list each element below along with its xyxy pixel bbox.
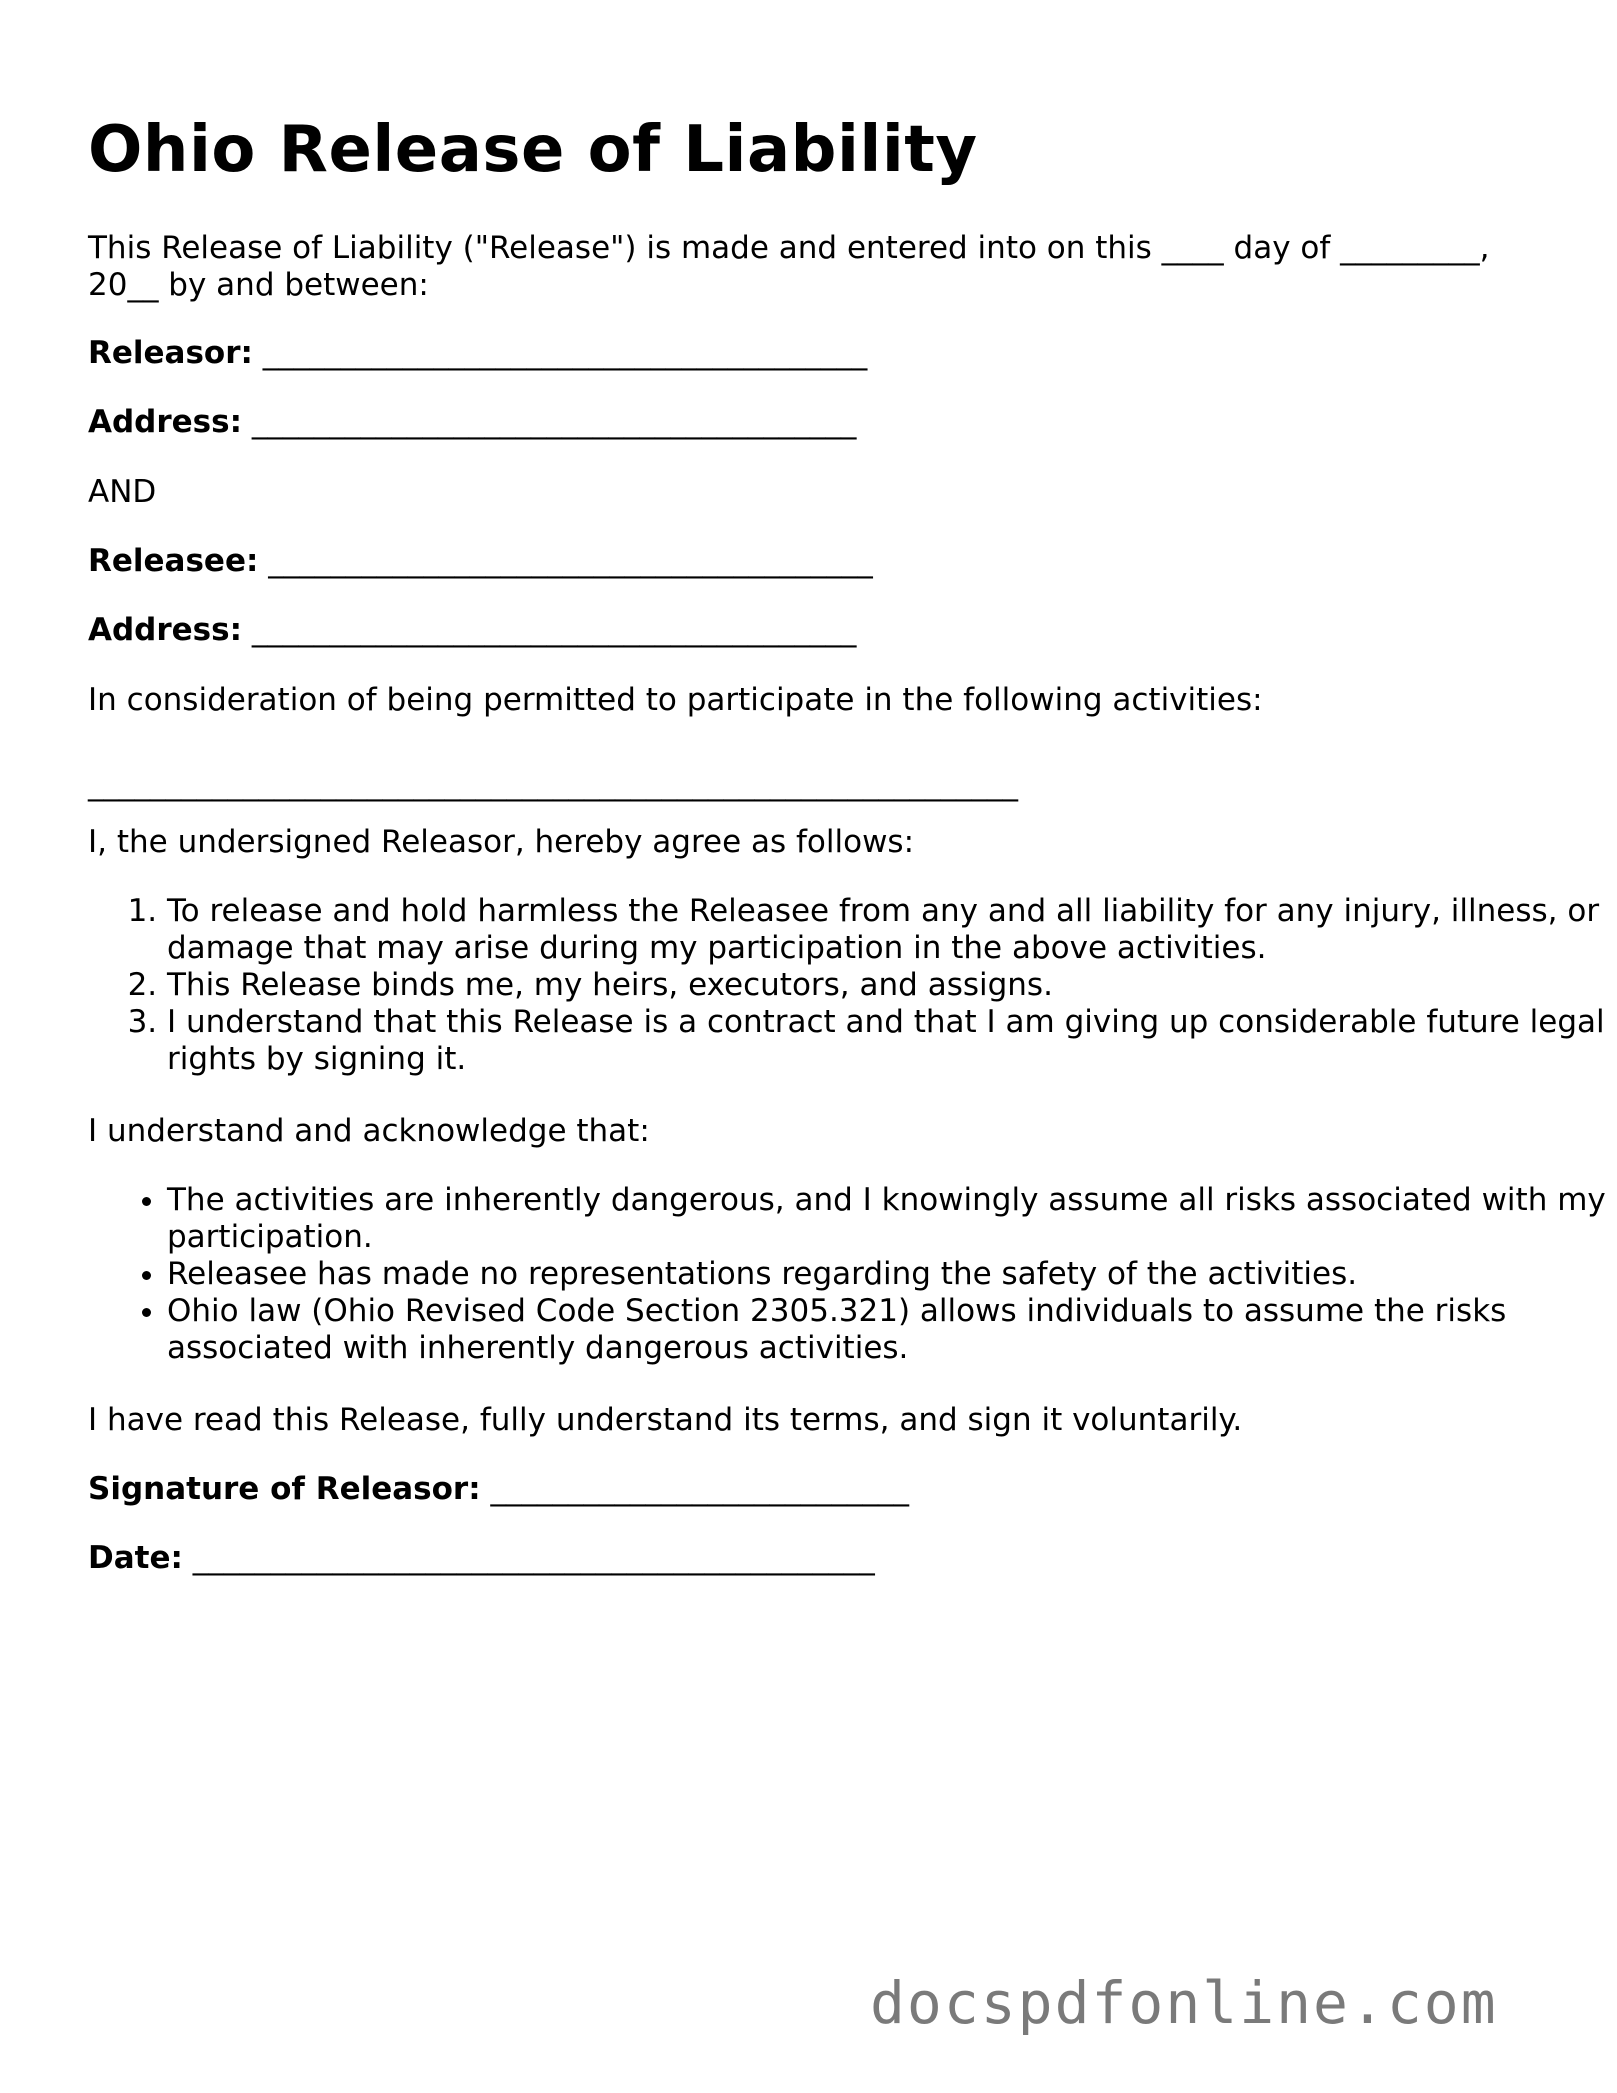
activities-blank: ____________________________________________________________ xyxy=(88,766,1018,802)
acknowledgement-list xyxy=(88,1182,1607,1367)
releasee-blank: _______________________________________ xyxy=(268,543,873,579)
releasor-address-field xyxy=(88,404,1528,441)
agreement-list xyxy=(88,893,1607,1078)
closing-statement: I have read this Release, fully understand its terms, and sign it voluntarily. xyxy=(88,1402,1243,1438)
releasor-address-label: Address: xyxy=(88,404,242,440)
agreement-item: 1. To release and hold harmless the Releasee from any and all liability for any injury, illness, or damage that may arise during my participation in the above activities. xyxy=(167,893,1607,967)
agreement-item: 3. I understand that this Release is a contract and that I am giving up considerable future legal rights by signing it. xyxy=(167,1004,1607,1078)
date-label: Date: xyxy=(88,1540,183,1576)
releasee-address-field xyxy=(88,612,1528,649)
acknowledgement-item: • Ohio law (Ohio Revised Code Section 2305.321) allows individuals to assume the risks associated with inherently dangerous activities. xyxy=(167,1293,1607,1367)
signature-field xyxy=(88,1471,1528,1508)
agreement-item: 2. This Release binds me, my heirs, executors, and assigns. xyxy=(167,967,1607,1004)
document-title: Ohio Release of Liability xyxy=(88,113,978,187)
signature-label: Signature of Releasor: xyxy=(88,1471,481,1507)
releasee-address-blank: _______________________________________ xyxy=(251,612,857,648)
and-separator: AND xyxy=(88,474,157,510)
acknowledge-intro: I understand and acknowledge that: xyxy=(88,1113,650,1149)
acknowledgement-item: • Releasee has made no representations regarding the safety of the activities. xyxy=(167,1256,1607,1293)
agree-intro: I, the undersigned Releasor, hereby agree as follows: xyxy=(88,824,915,860)
releasee-label: Releasee: xyxy=(88,543,259,579)
releasor-label: Releasor: xyxy=(88,335,253,371)
acknowledgement-item: • The activities are inherently dangerous, and I knowingly assume all risks associated with my participation. xyxy=(167,1182,1607,1256)
intro-paragraph: This Release of Liability ("Release") is made and entered into on this ____ day of _________, 20__ by and between: xyxy=(88,230,1490,303)
releasor-field xyxy=(88,335,1528,372)
date-field xyxy=(88,1540,1528,1577)
releasor-address-blank: _______________________________________ xyxy=(251,404,857,440)
date-blank: ____________________________________________ xyxy=(192,1540,875,1576)
site-watermark: docspdfonline.com xyxy=(870,1969,1498,2037)
releasor-blank: _______________________________________ xyxy=(262,335,868,371)
signature-blank: ___________________________ xyxy=(490,1471,909,1507)
releasee-field xyxy=(88,543,1528,580)
releasee-address-label: Address: xyxy=(88,612,242,648)
consideration-paragraph: In consideration of being permitted to participate in the following activities: xyxy=(88,682,1263,718)
